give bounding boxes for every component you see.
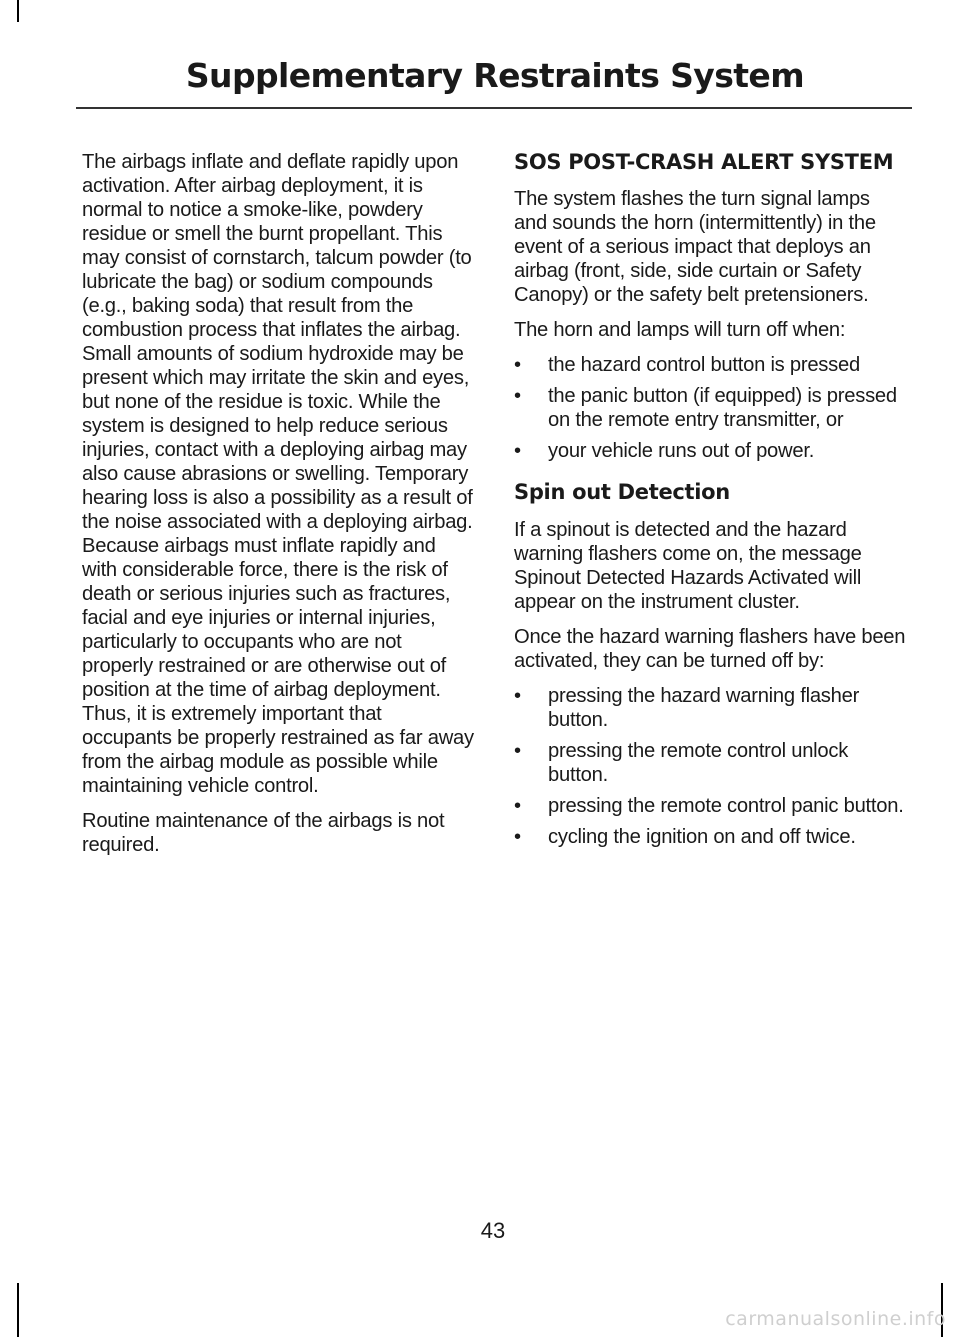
crop-mark-bottom-left — [17, 1283, 19, 1337]
list-item-text: cycling the ignition on and off twice. — [548, 826, 856, 848]
list-item — [514, 439, 906, 463]
flashers-lead: Once the hazard warning flashers have been activated, they can be turned off by: — [514, 626, 906, 672]
list-item — [514, 825, 906, 849]
bullet-icon: • — [514, 795, 521, 817]
subsection-title: Spin out Detection — [514, 480, 730, 504]
bullet-icon: • — [514, 826, 521, 848]
list-item-text: the panic button (if equipped) is pressed on the remote entry transmitter, or — [548, 385, 897, 431]
section-title: SOS POST-CRASH ALERT SYSTEM — [514, 150, 894, 174]
list-item — [514, 384, 906, 432]
bullet-icon: • — [514, 354, 521, 376]
airbag-maintenance-paragraph: Routine maintenance of the airbags is not required. — [82, 810, 445, 856]
right-column — [514, 150, 906, 860]
bullet-icon: • — [514, 740, 521, 762]
flashers-off-list — [514, 684, 906, 849]
page-header-title: Supplementary Restraints System — [185, 56, 804, 95]
list-item-text: the hazard control button is pressed — [548, 354, 860, 376]
sos-intro-paragraph: The system flashes the turn signal lamps and sounds the horn (intermittently) in the event of a serious impact that deploys an airbag (front, side, side curtain or Safety Canopy) or the safety belt pretensioners. — [514, 188, 876, 306]
spinout-paragraph: If a spinout is detected and the hazard warning flashers come on, the message Spinout Detected Hazards Activated will appear on the instrument cluster. — [514, 519, 862, 613]
turn-off-lead: The horn and lamps will turn off when: — [514, 319, 846, 341]
header-divider — [76, 107, 912, 109]
crop-mark-top-left — [17, 0, 19, 22]
turn-off-list — [514, 353, 906, 463]
list-item-text: your vehicle runs out of power. — [548, 440, 815, 462]
bullet-icon: • — [514, 440, 521, 462]
airbag-deployment-paragraph: The airbags inflate and deflate rapidly upon activation. After airbag deployment, it is normal to notice a smoke-like, powdery residue or smell the burnt propellant. This may consist of cornstarch, talcum powder (to lubricate the bag) or sodium compounds (e.g., baking soda) that result from the combustion process that inflates the airbag. Small amounts of sodium hydroxide may be present which may irritate the skin and eyes, but none of the residue is toxic. While the system is designed to help reduce serious injuries, contact with a deploying airbag may also cause abrasions or swelling. Temporary hearing loss is also a possibility as a result of the noise associated with a deploying airbag. Because airbags must inflate rapidly and with considerable force, there is the risk of death or serious injuries such as fractures, facial and eye injuries or internal injuries, particularly to occupants who are not properly restrained or are otherwise out of position at the time of airbag deployment. Thus, it is extremely important that occupants be properly restrained as far away from the airbag module as possible while maintaining vehicle control. — [82, 151, 474, 797]
list-item — [514, 739, 906, 787]
page-number: 43 — [480, 1218, 506, 1243]
list-item — [514, 684, 906, 732]
bullet-icon: • — [514, 385, 521, 407]
list-item — [514, 353, 906, 377]
left-column — [82, 150, 474, 868]
list-item-text: pressing the hazard warning flasher button. — [548, 685, 860, 731]
list-item-text: pressing the remote control panic button. — [548, 795, 904, 817]
watermark: carmanualsonline.info — [725, 1308, 946, 1330]
list-item-text: pressing the remote control unlock button. — [548, 740, 849, 786]
bullet-icon: • — [514, 685, 521, 707]
list-item — [514, 794, 906, 818]
